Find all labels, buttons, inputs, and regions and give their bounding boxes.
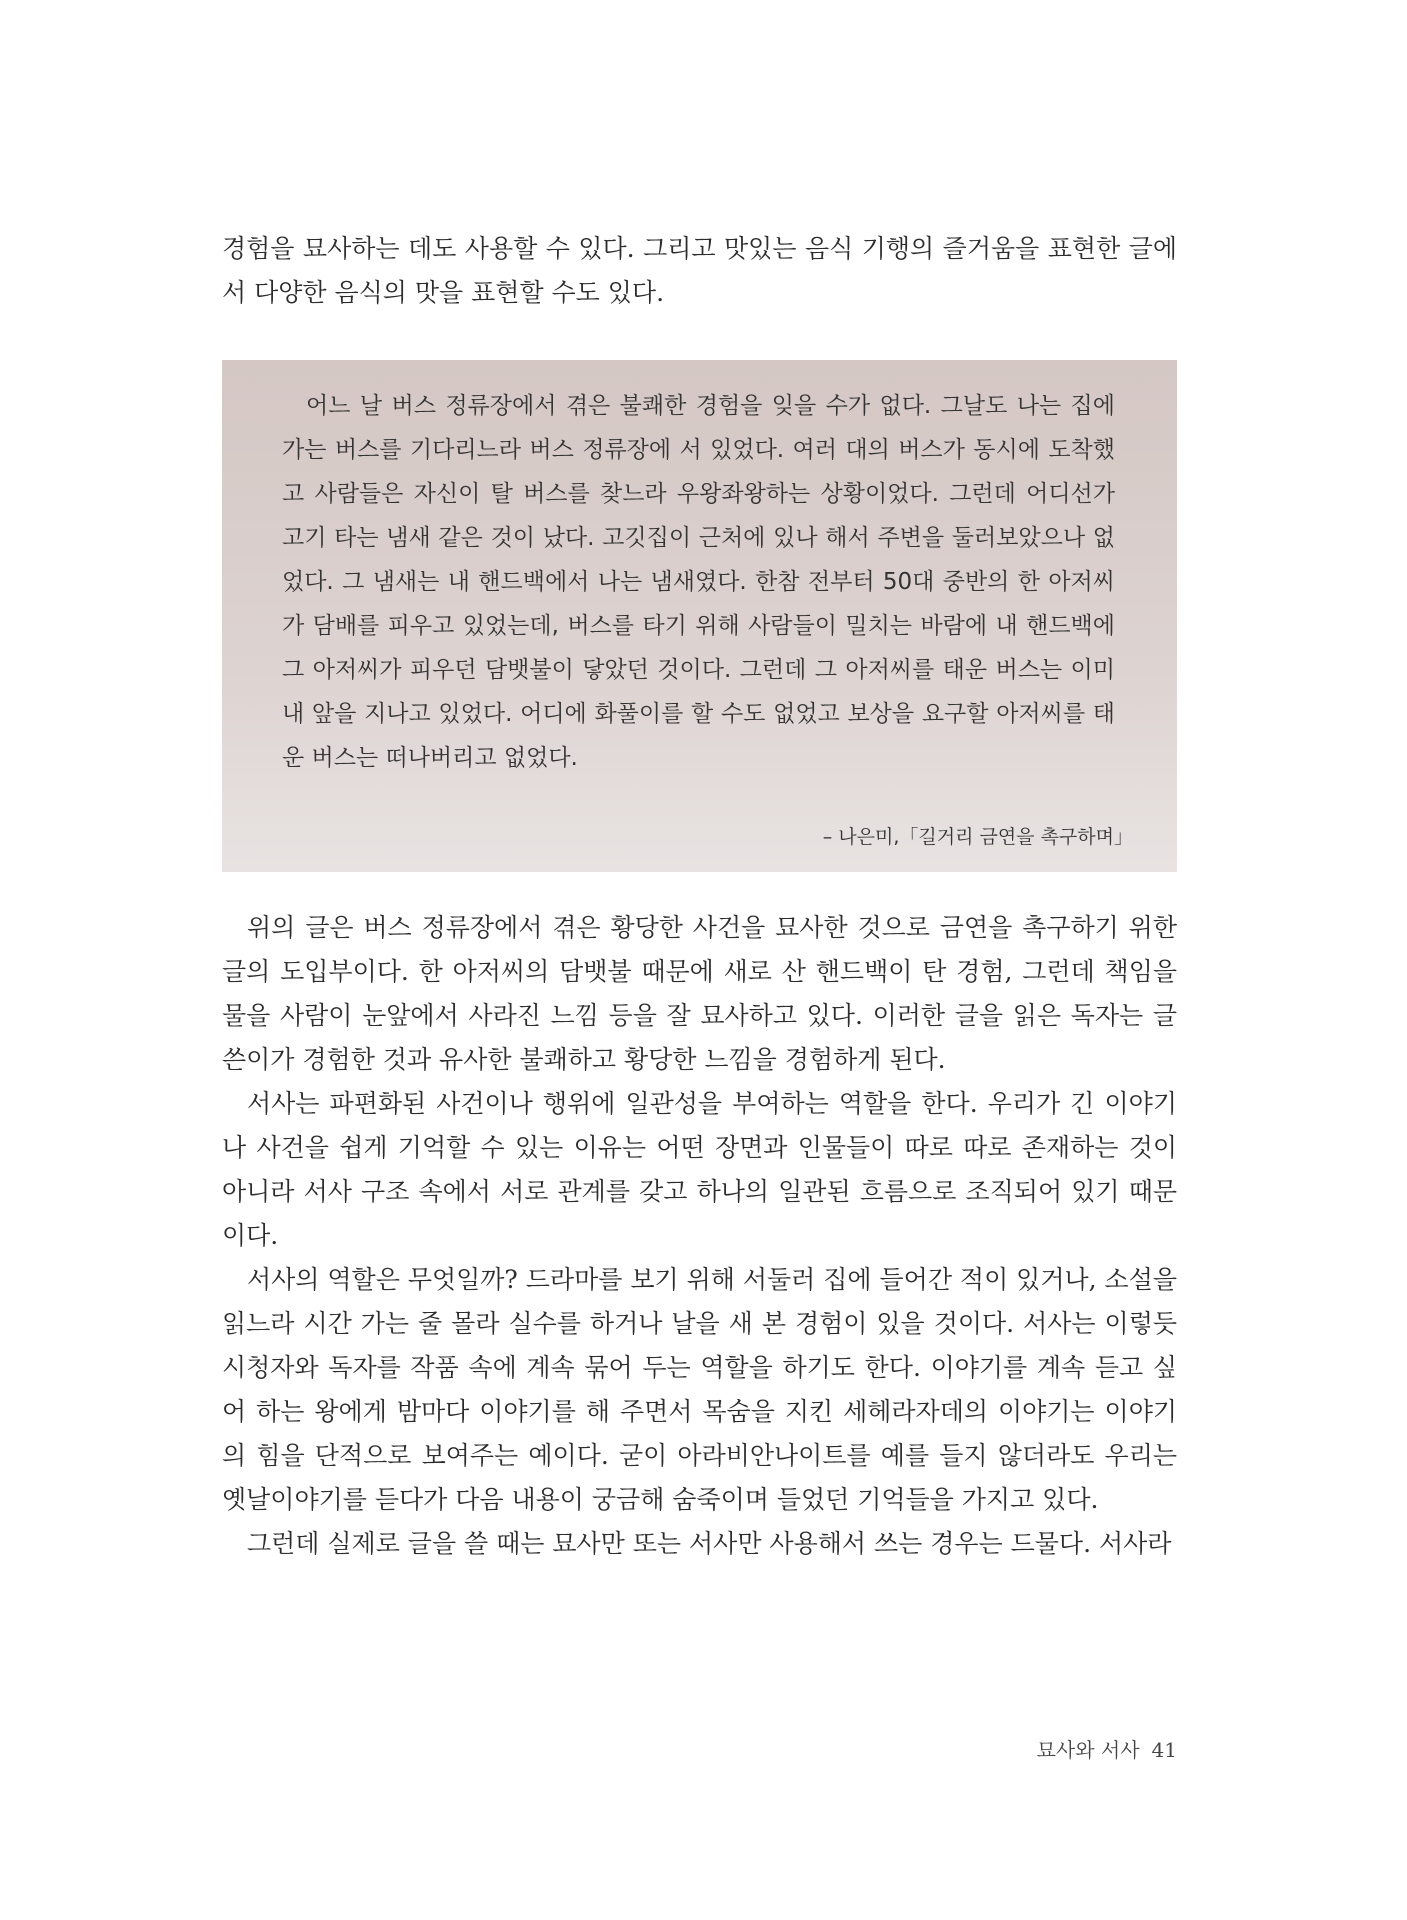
body-paragraph: 위의 글은 버스 정류장에서 겪은 황당한 사건을 묘사한 것으로 금연을 촉구하기 위한 글의 도입부이다. 한 아저씨의 담뱃불 때문에 새로 산 핸드백이 탄 경험, 그런데 책임을 물을 사람이 눈앞에서 사라진 느낌 등을 잘 묘사하고 있다. 이러한 글을 읽은 독자는 글쓴이가 경험한 것과 유사한 불쾌하고 황당한 느낌을 경험하게 된다.: [222, 913, 1177, 1074]
page-number: 41: [1151, 1738, 1177, 1762]
body-paragraph: 그런데 실제로 글을 쓸 때는 묘사만 또는 서사만 사용해서 쓰는 경우는 드물다. 서사라: [247, 1529, 1172, 1558]
quote-source: – 나은미,「길거리 금연을 촉구하며」: [822, 826, 1133, 848]
quote-text: 어느 날 버스 정류장에서 겪은 불쾌한 경험을 잊을 수가 없다. 그날도 나는 집에 가는 버스를 기다리느라 버스 정류장에 서 있었다. 여러 대의 버스가 동시에 도착했고 사람들은 자신이 탈 버스를 찾느라 우왕좌왕하는 상황이었다. 그런데 어디선가 고기 타는 냄새 같은 것이 났다. 고깃집이 근처에 있나 해서 주변을 둘러보았으나 없었다. 그 냄새는 내 핸드백에서 나는 냄새였다. 한참 전부터 50대 중반의 한 아저씨가 담배를 피우고 있었는데, 버스를 타기 위해 사람들이 밀치는 바람에 내 핸드백에 그 아저씨가 피우던 담뱃불이 닿았던 것이다. 그런데 그 아저씨를 태운 버스는 이미 내 앞을 지나고 있었다. 어디에 화풀이를 할 수도 없었고 보상을 요구할 아저씨를 태운 버스는 떠나버리고 없었다.: [282, 393, 1115, 771]
intro-paragraph: 경험을 묘사하는 데도 사용할 수 있다. 그리고 맛있는 음식 기행의 즐거움을 표현한 글에서 다양한 음식의 맛을 표현할 수도 있다.: [222, 234, 1177, 307]
body-paragraph: 서사는 파편화된 사건이나 행위에 일관성을 부여하는 역할을 한다. 우리가 긴 이야기나 사건을 쉽게 기억할 수 있는 이유는 어떤 장면과 인물들이 따로 따로 존재하는 것이 아니라 서사 구조 속에서 서로 관계를 갖고 하나의 일관된 흐름으로 조직되어 있기 때문이다.: [222, 1089, 1177, 1250]
intro-paragraph-block: [222, 227, 1177, 315]
quote-box: [222, 360, 1177, 872]
body-text: [222, 906, 1177, 1566]
page-footer: [1037, 1734, 1177, 1763]
chapter-title: 묘사와 서사: [1036, 1738, 1140, 1762]
body-paragraph: 서사의 역할은 무엇일까? 드라마를 보기 위해 서둘러 집에 들어간 적이 있거나, 소설을 읽느라 시간 가는 줄 몰라 실수를 하거나 날을 새 본 경험이 있을 것이다. 서사는 이렇듯 시청자와 독자를 작품 속에 계속 묶어 두는 역할을 하기도 한다. 이야기를 계속 듣고 싶어 하는 왕에게 밤마다 이야기를 해 주면서 목숨을 지킨 세헤라자데의 이야기는 이야기의 힘을 단적으로 보여주는 예이다. 굳이 아라비안나이트를 예를 들지 않더라도 우리는 옛날이야기를 듣다가 다음 내용이 궁금해 숨죽이며 들었던 기억들을 가지고 있다.: [222, 1265, 1177, 1514]
